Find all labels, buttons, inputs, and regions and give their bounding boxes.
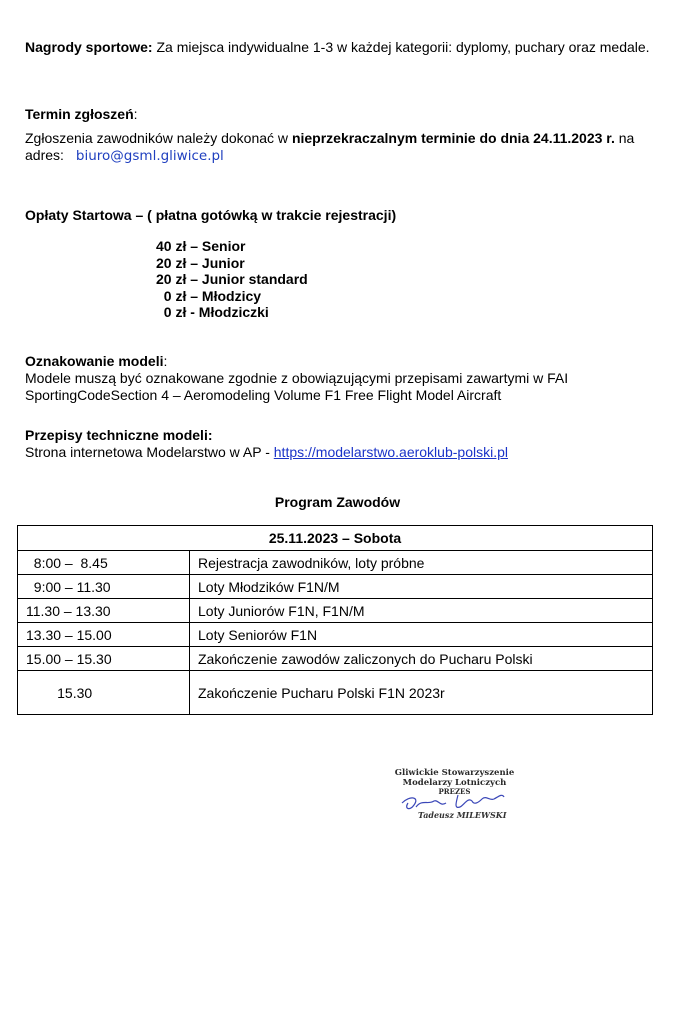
rules-link[interactable]: https://modelarstwo.aeroklub-polski.pl	[273, 444, 508, 460]
rules-text: Strona internetowa Modelarstwo w AP -	[25, 444, 274, 460]
schedule-event: Rejestracja zawodników, loty próbne	[190, 551, 653, 575]
table-row	[18, 671, 653, 715]
awards-label: Nagrody sportowe:	[25, 39, 153, 55]
awards-paragraph	[25, 39, 655, 56]
schedule-time: 13.30 – 15.00	[18, 623, 190, 647]
email-address[interactable]: biuro@gsml.gliwice.pl	[75, 148, 224, 164]
fee-item: 0 zł – Młodzicy	[156, 287, 262, 304]
marking-section: Oznakowanie modeli: Modele muszą być oznakowane zgodnie z obowiązującymi przepisami zawartymi w FAI SportingCodeSection 4 – Aeromodeling Volume F1 Free Flight Model Aircraft	[25, 353, 569, 403]
table-row	[18, 575, 653, 599]
fees-heading: Opłaty Startowa – ( płatna gotówką w trakcie rejestracji)	[25, 207, 397, 223]
table-row	[18, 647, 653, 671]
schedule-time: 8:00 – 8.45	[18, 551, 190, 575]
marking-text: Modele muszą być oznakowane zgodnie z obowiązującymi przepisami zawartymi w FAI SportingCodeSection 4 – Aeromodeling Volume F1 Free Flight Model Aircraft	[25, 370, 569, 403]
stamp-line: Gliwickie Stowarzyszenie	[394, 768, 515, 778]
schedule-day: 25.11.2023 – Sobota	[18, 526, 653, 551]
marking-heading: Oznakowanie modeli	[25, 353, 164, 369]
fees-list	[156, 238, 308, 321]
schedule-event: Loty Seniorów F1N	[190, 623, 653, 647]
fee-item: 20 zł – Junior standard	[156, 271, 308, 287]
signature-image	[398, 789, 510, 821]
schedule-time: 11.30 – 13.30	[18, 599, 190, 623]
schedule-table	[17, 525, 653, 715]
program-title: Program Zawodów	[274, 494, 401, 510]
deadline-heading-text: Termin zgłoszeń	[25, 106, 134, 122]
schedule-event: Zakończenie zawodów zaliczonych do Pucharu Polski	[190, 647, 653, 671]
stamp-line: PREZES	[438, 787, 471, 796]
schedule-event: Loty Młodzików F1N/M	[190, 575, 653, 599]
stamp-name: Tadeusz MILEWSKI	[418, 810, 507, 820]
fee-item: 0 zł - Młodziczki	[156, 304, 269, 320]
deadline-paragraph: Zgłoszenia zawodników należy dokonać w nieprzekraczalnym terminie do dnia 24.11.2023 r. na adres: biuro@gsml.gliwice.pl	[25, 130, 635, 164]
schedule-day-row	[18, 526, 653, 551]
rules-heading: Przepisy techniczne modeli:	[25, 427, 213, 443]
schedule-time: 15.00 – 15.30	[18, 647, 190, 671]
schedule-time: 15.30	[18, 671, 190, 715]
schedule-time: 9:00 – 11.30	[18, 575, 190, 599]
awards-text: Za miejsca indywidualne 1-3 w każdej kategorii: dyplomy, puchary oraz medale.	[152, 39, 650, 55]
deadline-date: nieprzekraczalnym terminie do dnia 24.11.2023 r.	[291, 130, 615, 146]
fee-item: 20 zł – Junior	[156, 254, 245, 271]
schedule-event: Loty Juniorów F1N, F1N/M	[190, 599, 653, 623]
schedule-event: Zakończenie Pucharu Polski F1N 2023r	[190, 671, 653, 715]
table-row	[18, 551, 653, 575]
table-row	[18, 599, 653, 623]
fee-item: 40 zł – Senior	[156, 238, 246, 254]
rules-section	[25, 427, 655, 461]
stamp-line: Modelarzy Lotniczych	[402, 778, 507, 788]
table-row	[18, 623, 653, 647]
deadline-heading: Termin zgłoszeń:	[25, 106, 138, 122]
